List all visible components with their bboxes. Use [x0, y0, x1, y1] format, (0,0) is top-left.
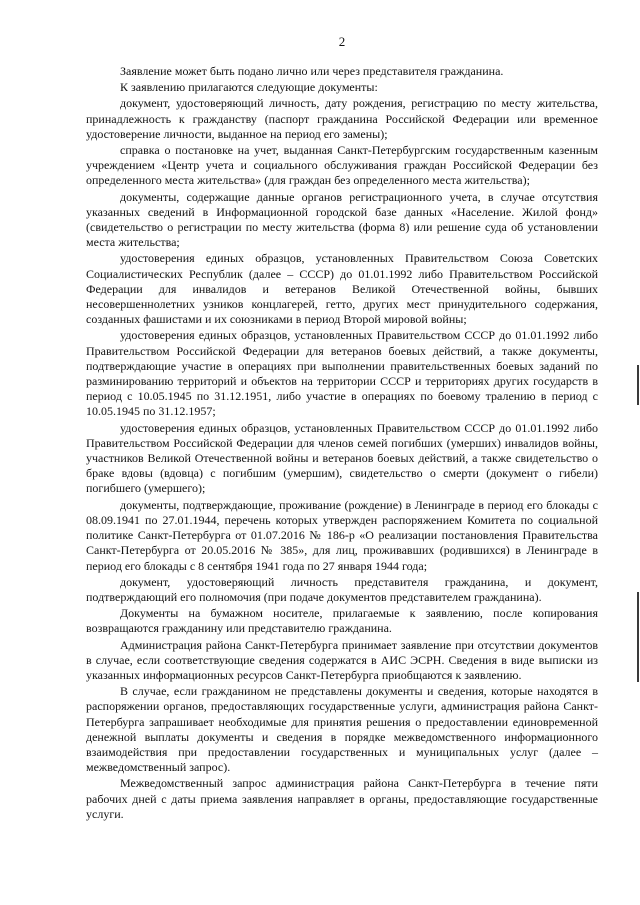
paragraph: удостоверения единых образцов, установленных Правительством СССР до 01.01.1992 либо Правительством Российской Федерации для ветеранов боевых действий, а также документы, подтверждающие участие в операциях при выполнении правительственных боевых заданий по разминированию территорий и объектов на территории СССР и территориях других государств в период с 10.05.1945 по 31.12.1951, либо участие в операциях по боевому тралению в период с 10.05.1945 по 31.12.1957;	[86, 328, 598, 419]
document-body	[86, 64, 598, 822]
page-number: 2	[338, 34, 346, 49]
paragraph: удостоверения единых образцов, установленных Правительством СССР до 01.01.1992 либо Правительством Российской Федерации для членов семей погибших (умерших) инвалидов войны, участников Великой Отечественной войны и ветеранов боевых действий, а также свидетельство о браке вдовы (вдовца) с погибшим (умершим), свидетельство о смерти (документ о гибели) погибшего (умершего);	[86, 420, 598, 496]
paragraph: удостоверения единых образцов, установленных Правительством Союза Советских Социалистических Республик (далее – СССР) до 01.01.1992 либо Правительством Российской Федерации для инвалидов и ветеранов Великой Отечественной войны, бывших несовершеннолетних узников концлагерей, гетто, других мест принудительного содержания, созданных фашистами и их союзниками в период Второй мировой войны;	[86, 251, 598, 327]
paragraph: Заявление может быть подано лично или через представителя гражданина.	[120, 64, 504, 78]
paragraph: документы, подтверждающие, проживание (рождение) в Ленинграде в период его блокады с 08.09.1941 по 27.01.1944, перечень которых утвержден распоряжением Комитета по социальной политике Санкт-Петербурга от 01.07.2016 № 186-р «О реализации постановления Правительства Санкт-Петербурга от 20.05.2016 № 385», для лиц, проживавших (родившихся) в Ленинграде в период его блокады с 8 сентября 1941 года по 27 января 1944 года;	[86, 497, 598, 573]
document-page	[86, 0, 598, 905]
scan-edge-mark	[637, 365, 639, 405]
paragraph: документы, содержащие данные органов регистрационного учета, в случае отсутствия указанных сведений в Информационной городской базе данных «Население. Жилой фонд» (свидетельство о регистрации по месту жительства (форма 8) или решение суда об установлении места жительства;	[86, 189, 598, 250]
paragraph: документ, удостоверяющий личность, дату рождения, регистрацию по месту жительства, принадлежность к гражданству (паспорт гражданина Российской Федерации или временное удостоверение личности, выданное на период его замены);	[86, 96, 598, 141]
paragraph: документ, удостоверяющий личность представителя гражданина, и документ, подтверждающий его полномочия (при подаче документов представителем гражданина).	[86, 574, 598, 604]
scan-edge-mark	[637, 592, 639, 682]
paragraph: Межведомственный запрос администрация района Санкт-Петербурга в течение пяти рабочих дней с даты приема заявления направляет в органы, предоставляющие государственные услуги.	[86, 776, 598, 821]
paragraph: Администрация района Санкт-Петербурга принимает заявление при отсутствии документов в случае, если соответствующие сведения содержатся в АИС ЭСРН. Сведения в виде выписки из указанных информационных ресурсов Санкт-Петербурга приобщаются к заявлению.	[86, 637, 598, 682]
paragraph: К заявлению прилагаются следующие документы:	[120, 80, 378, 95]
paragraph: Документы на бумажном носителе, прилагаемые к заявлению, после копирования возвращаются гражданину или представителю гражданина.	[86, 606, 598, 636]
paragraph: В случае, если гражданином не представлены документы и сведения, которые находятся в распоряжении органов, предоставляющих государственные услуги, администрация района Санкт-Петербурга запрашивает необходимые для принятия решения о предоставлении единовременной денежной выплаты документы и сведения в порядке межведомственного информационного взаимодействия при предоставлении государственных и муниципальных услуг (далее – межведомственный запрос).	[86, 684, 598, 775]
paragraph: справка о постановке на учет, выданная Санкт-Петербургским государственным казенным учреждением «Центр учета и социального обслуживания граждан Российской Федерации без определенного места жительства» (для граждан без определенного места жительства);	[86, 143, 598, 188]
